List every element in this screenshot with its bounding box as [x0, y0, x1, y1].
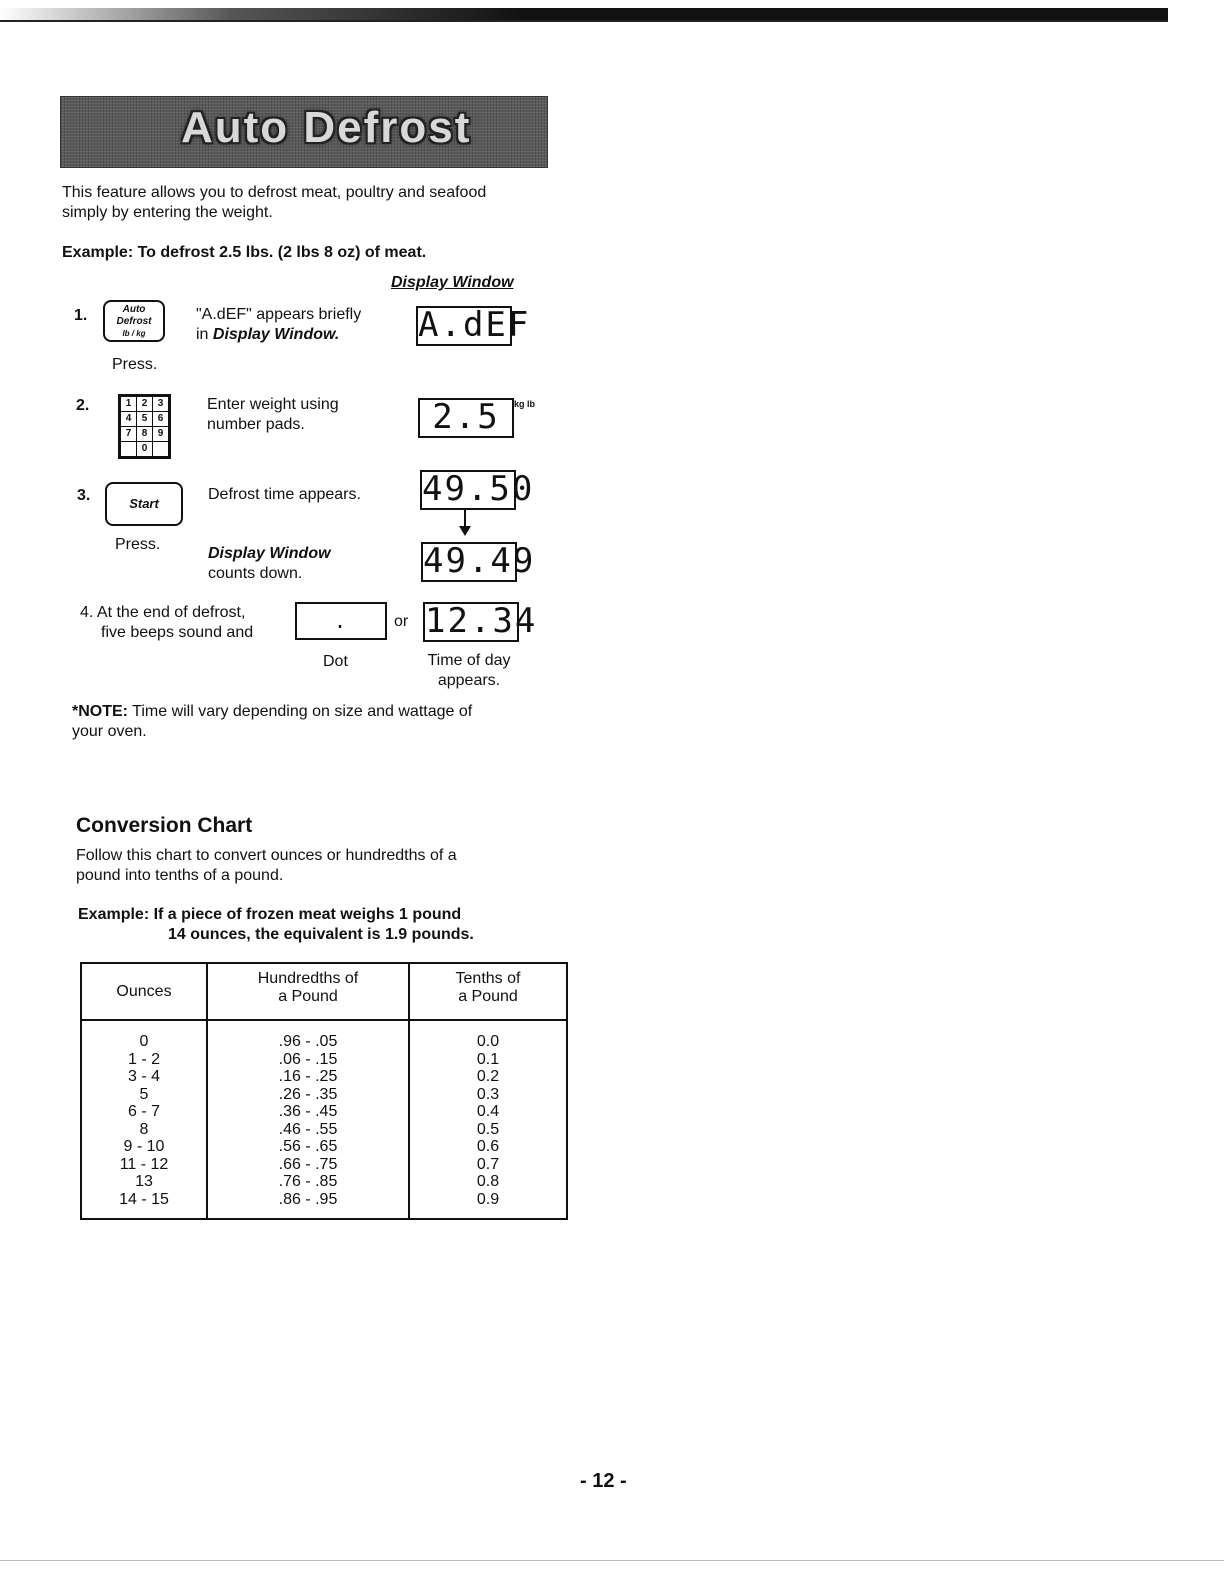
bottom-rule	[0, 1560, 1224, 1561]
display-window-heading: Display Window	[391, 274, 514, 291]
step-2-number: 2.	[76, 397, 90, 414]
intro-text: This feature allows you to defrost meat, poultry and seafood simply by entering the weight.	[62, 184, 487, 221]
tenths-column: 0.0 0.1 0.2 0.3 0.4 0.5 0.6 0.7 0.8 0.9	[409, 1020, 567, 1219]
column-header-hundredths: Hundredths of a Pound	[207, 963, 409, 1020]
display-dot: .	[295, 602, 387, 640]
start-button[interactable]: Start	[105, 482, 183, 526]
step-4-description: 4. At the end of defrost, five beeps sound and	[80, 604, 254, 641]
conversion-example: Example: If a piece of frozen meat weighs 1 pound 14 ounces, the equivalent is 1.9 pounds.	[78, 906, 474, 943]
step-2-description: Enter weight using number pads.	[207, 396, 339, 433]
top-rule	[0, 20, 1168, 22]
step-3-press: Press.	[115, 536, 161, 553]
section-banner	[60, 96, 548, 168]
arrow-down-icon	[459, 526, 471, 536]
display-adef: A.dEF	[418, 305, 531, 345]
display-time-of-day: 12.34	[425, 601, 538, 641]
step-3-countdown-text: Display Window counts down.	[208, 545, 331, 582]
step-1-number: 1.	[74, 307, 88, 324]
note: *NOTE: Time will vary depending on size and wattage of your oven.	[72, 703, 473, 740]
step-1-press: Press.	[112, 356, 158, 373]
page-number: - 12 -	[580, 1470, 627, 1492]
number-pad-icon[interactable]: 1 2 3 4 5 6 7 8 9 0	[118, 394, 171, 459]
unit-indicator: kg lb	[514, 399, 536, 409]
column-header-tenths: Tenths of a Pound	[409, 963, 567, 1020]
column-header-ounces: Ounces	[81, 963, 207, 1020]
display-defrost-time: 49.50	[422, 469, 535, 509]
time-of-day-label: Time of day appears.	[427, 652, 511, 689]
step-3-number: 3.	[77, 487, 91, 504]
ounces-column: 0 1 - 2 3 - 4 5 6 - 7 8 9 - 10 11 - 12 13 14 - 15	[81, 1020, 207, 1219]
auto-defrost-key[interactable]: Auto Defrost lb / kg	[103, 300, 165, 342]
page-title: Auto Defrost	[181, 103, 472, 152]
table-row	[81, 1020, 567, 1219]
dot-label: Dot	[323, 653, 348, 670]
or-label: or	[394, 613, 409, 630]
step-3-description: Defrost time appears.	[208, 486, 361, 503]
example-heading: Example: To defrost 2.5 lbs. (2 lbs 8 oz) of meat.	[62, 244, 427, 261]
conversion-chart-title: Conversion Chart	[76, 814, 253, 837]
hundredths-column: .96 - .05 .06 - .15 .16 - .25 .26 - .35 .36 - .45 .46 - .55 .56 - .65 .66 - .75 .76 - .85 .86 - .95	[207, 1020, 409, 1219]
step-1-description: "A.dEF" appears briefly in Display Window.	[196, 306, 362, 343]
conversion-table	[80, 962, 568, 1220]
conversion-chart-description: Follow this chart to convert ounces or hundredths of a pound into tenths of a pound.	[76, 847, 457, 884]
display-countdown: 49.49	[423, 541, 536, 581]
table-header-row	[81, 963, 567, 1020]
display-weight: 2.5	[418, 398, 514, 438]
